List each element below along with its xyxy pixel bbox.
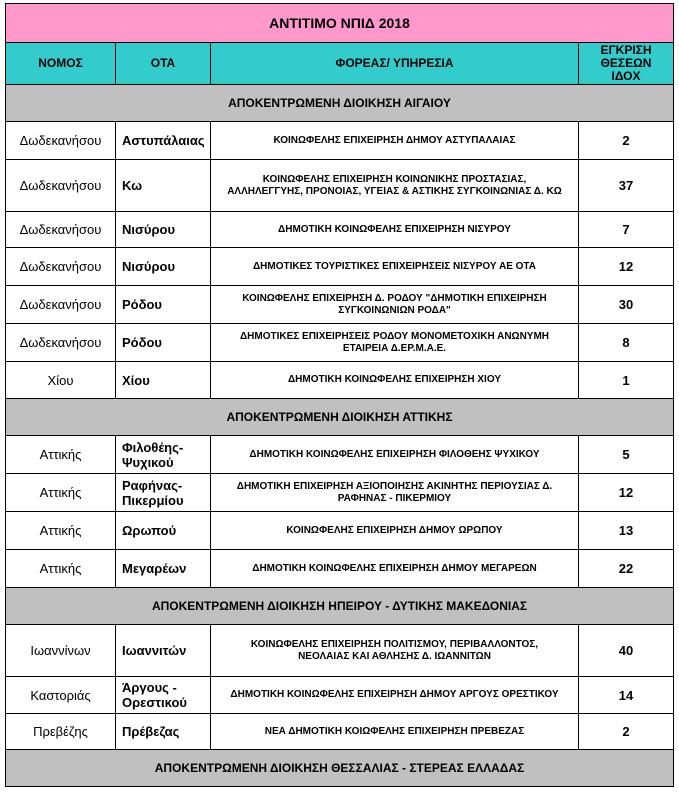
- cell-nomos: Αττικής: [6, 474, 116, 512]
- section-title: ΑΠΟΚΕΝΤΡΩΜΕΝΗ ΔΙΟΙΚΗΣΗ ΑΤΤΙΚΗΣ: [6, 399, 674, 436]
- cell-nomos: Δωδεκανήσου: [6, 122, 116, 160]
- cell-foreas: ΚΟΙΝΩΦΕΛΗΣ ΕΠΙΧΕΙΡΗΣΗ ΠΟΛΙΤΙΣΜΟΥ, ΠΕΡΙΒΑΛΛΟΝΤΟΣ, ΝΕΟΛΑΙΑΣ ΚΑΙ ΑΘΛΗΣΗΣ Δ. ΙΩΑΝΝΙΤΩΝ: [211, 625, 579, 677]
- cell-foreas: ΔΗΜΟΤΙΚΗ ΕΠΙΧΕΙΡΗΣΗ ΑΞΙΟΠΟΙΗΣΗΣ ΑΚΙΝΗΤΗΣ ΠΕΡΙΟΥΣΙΑΣ Δ. ΡΑΦΗΝΑΣ - ΠΙΚΕΡΜΙΟΥ: [211, 474, 579, 512]
- table-row: [6, 677, 674, 714]
- cell-foreas: ΔΗΜΟΤΙΚΗ ΚΟΙΝΩΦΕΛΗΣ ΕΠΙΧΕΙΡΗΣΗ ΧΙΟΥ: [211, 362, 579, 399]
- table-row: [6, 550, 674, 588]
- header-egkrisi-theseon: [579, 43, 674, 85]
- table-title: ΑΝΤΙΤΙΜΟ ΝΠΙΔ 2018: [6, 4, 674, 43]
- cell-ota: Αστυπάλαιας: [116, 122, 211, 160]
- cell-ota: Χίου: [116, 362, 211, 399]
- cell-nomos: Δωδεκανήσου: [6, 248, 116, 286]
- cell-nomos: Πρεβέζης: [6, 714, 116, 750]
- cell-foreas: ΔΗΜΟΤΙΚΗ ΚΟΙΝΩΦΕΛΗΣ ΕΠΙΧΕΙΡΗΣΗ ΔΗΜΟΥ ΜΕΓΑΡΕΩΝ: [211, 550, 579, 588]
- cell-ota: Μεγαρέων: [116, 550, 211, 588]
- table-header-row: [6, 43, 674, 85]
- cell-nomos: Αττικής: [6, 550, 116, 588]
- table-row: [6, 714, 674, 750]
- cell-theseis: 7: [579, 212, 674, 248]
- header-egkrisi-line1: ΕΓΚΡΙΣΗ: [600, 43, 652, 57]
- table-row: [6, 362, 674, 399]
- section-row: [6, 85, 674, 122]
- cell-ota: Ιωαννιτών: [116, 625, 211, 677]
- cell-theseis: 22: [579, 550, 674, 588]
- section-row: [6, 588, 674, 625]
- cell-foreas: ΝΕΑ ΔΗΜΟΤΙΚΗ ΚΟΙΩΦΕΛΗΣ ΕΠΙΧΕΙΡΗΣΗ ΠΡΕΒΕΖΑΣ: [211, 714, 579, 750]
- cell-foreas: ΚΟΙΝΩΦΕΛΗΣ ΕΠΙΧΕΙΡΗΣΗ ΔΗΜΟΥ ΑΣΤΥΠΑΛΑΙΑΣ: [211, 122, 579, 160]
- section-title: ΑΠΟΚΕΝΤΡΩΜΕΝΗ ΔΙΟΙΚΗΣΗ ΗΠΕΙΡΟΥ - ΔΥΤΙΚΗΣ ΜΑΚΕΔΟΝΙΑΣ: [6, 588, 674, 625]
- cell-foreas: ΔΗΜΟΤΙΚΕΣ ΕΠΙΧΕΙΡΗΣΕΙΣ ΡΟΔΟΥ ΜΟΝΟΜΕΤΟΧΙΚΗ ΑΝΩΝΥΜΗ ΕΤΑΙΡΕΙΑ Δ.ΕΡ.Μ.Α.Ε.: [211, 324, 579, 362]
- cell-nomos: Δωδεκανήσου: [6, 324, 116, 362]
- cell-ota: Νισύρου: [116, 212, 211, 248]
- cell-foreas: ΔΗΜΟΤΙΚΕΣ ΤΟΥΡΙΣΤΙΚΕΣ ΕΠΙΧΕΙΡΗΣΕΙΣ ΝΙΣΥΡΟΥ ΑΕ ΟΤΑ: [211, 248, 579, 286]
- cell-foreas: ΚΟΙΝΩΦΕΛΗΣ ΕΠΙΧΕΙΡΗΣΗ Δ. ΡΟΔΟΥ "ΔΗΜΟΤΙΚΗ ΕΠΙΧΕΙΡΗΣΗ ΣΥΓΚΟΙΝΩΝΙΩΝ ΡΟΔΑ": [211, 286, 579, 324]
- cell-nomos: Δωδεκανήσου: [6, 286, 116, 324]
- cell-theseis: 2: [579, 122, 674, 160]
- table-row: [6, 512, 674, 550]
- table-row: [6, 160, 674, 212]
- npid-table: [5, 3, 674, 787]
- cell-theseis: 13: [579, 512, 674, 550]
- cell-nomos: Αττικής: [6, 512, 116, 550]
- table-row: [6, 324, 674, 362]
- table-row: [6, 474, 674, 512]
- cell-nomos: Δωδεκανήσου: [6, 160, 116, 212]
- cell-ota: Ραφήνας-Πικερμίου: [116, 474, 211, 512]
- cell-foreas: ΔΗΜΟΤΙΚΗ ΚΟΙΝΩΦΕΛΗΣ ΕΠΙΧΕΙΡΗΣΗ ΔΗΜΟΥ ΑΡΓΟΥΣ ΟΡΕΣΤΙΚΟΥ: [211, 677, 579, 714]
- section-row: [6, 750, 674, 787]
- cell-theseis: 1: [579, 362, 674, 399]
- cell-foreas: ΔΗΜΟΤΙΚΗ ΚΟΙΝΩΦΕΛΗΣ ΕΠΙΧΕΙΡΗΣΗ ΦΙΛΟΘΕΗΣ ΨΥΧΙΚΟΥ: [211, 436, 579, 474]
- table-row: [6, 286, 674, 324]
- cell-theseis: 8: [579, 324, 674, 362]
- cell-foreas: ΚΟΙΝΩΦΕΛΗΣ ΕΠΙΧΕΙΡΗΣΗ ΔΗΜΟΥ ΩΡΩΠΟΥ: [211, 512, 579, 550]
- cell-theseis: 14: [579, 677, 674, 714]
- cell-nomos: Ιωαννίνων: [6, 625, 116, 677]
- cell-theseis: 12: [579, 474, 674, 512]
- table-row: [6, 212, 674, 248]
- cell-nomos: Χίου: [6, 362, 116, 399]
- table-row: [6, 122, 674, 160]
- section-title: ΑΠΟΚΕΝΤΡΩΜΕΝΗ ΔΙΟΙΚΗΣΗ ΘΕΣΣΑΛΙΑΣ - ΣΤΕΡΕΑΣ ΕΛΛΑΔΑΣ: [6, 750, 674, 787]
- cell-ota: Ρόδου: [116, 286, 211, 324]
- header-nomos: ΝΟΜΟΣ: [6, 43, 116, 85]
- cell-ota: Ωρωπού: [116, 512, 211, 550]
- cell-theseis: 37: [579, 160, 674, 212]
- cell-nomos: Δωδεκανήσου: [6, 212, 116, 248]
- cell-foreas: ΔΗΜΟΤΙΚΗ ΚΟΙΝΩΦΕΛΗΣ ΕΠΙΧΕΙΡΗΣΗ ΝΙΣΥΡΟΥ: [211, 212, 579, 248]
- table-row: [6, 625, 674, 677]
- table-row: [6, 248, 674, 286]
- cell-ota: Πρέβεζας: [116, 714, 211, 750]
- section-title: ΑΠΟΚΕΝΤΡΩΜΕΝΗ ΔΙΟΙΚΗΣΗ ΑΙΓΑΙΟΥ: [6, 85, 674, 122]
- section-row: [6, 399, 674, 436]
- cell-ota: Νισύρου: [116, 248, 211, 286]
- cell-theseis: 30: [579, 286, 674, 324]
- cell-theseis: 12: [579, 248, 674, 286]
- cell-nomos: Καστοριάς: [6, 677, 116, 714]
- table-title-row: [6, 4, 674, 43]
- cell-ota: Κω: [116, 160, 211, 212]
- cell-theseis: 2: [579, 714, 674, 750]
- header-egkrisi-line2: ΘΕΣΕΩΝ: [600, 56, 652, 70]
- cell-theseis: 40: [579, 625, 674, 677]
- table-row: [6, 436, 674, 474]
- cell-nomos: Αττικής: [6, 436, 116, 474]
- header-foreas: ΦΟΡΕΑΣ/ ΥΠΗΡΕΣΙΑ: [211, 43, 579, 85]
- cell-foreas: ΚΟΙΝΩΦΕΛΗΣ ΕΠΙΧΕΙΡΗΣΗ ΚΟΙΝΩΝΙΚΗΣ ΠΡΟΣΤΑΣΙΑΣ, ΑΛΛΗΛΕΓΓΥΗΣ, ΠΡΟΝΟΙΑΣ, ΥΓΕΙΑΣ & ΑΣΤΙΚΗΣ ΣΥΓΚΟΙΝΩΝΙΑΣ Δ. ΚΩ: [211, 160, 579, 212]
- header-egkrisi-line3: ΙΔΟΧ: [611, 69, 641, 83]
- header-ota: ΟΤΑ: [116, 43, 211, 85]
- cell-ota: Ρόδου: [116, 324, 211, 362]
- cell-theseis: 5: [579, 436, 674, 474]
- cell-ota: Φιλοθέης-Ψυχικού: [116, 436, 211, 474]
- cell-ota: Άργους - Ορεστικού: [116, 677, 211, 714]
